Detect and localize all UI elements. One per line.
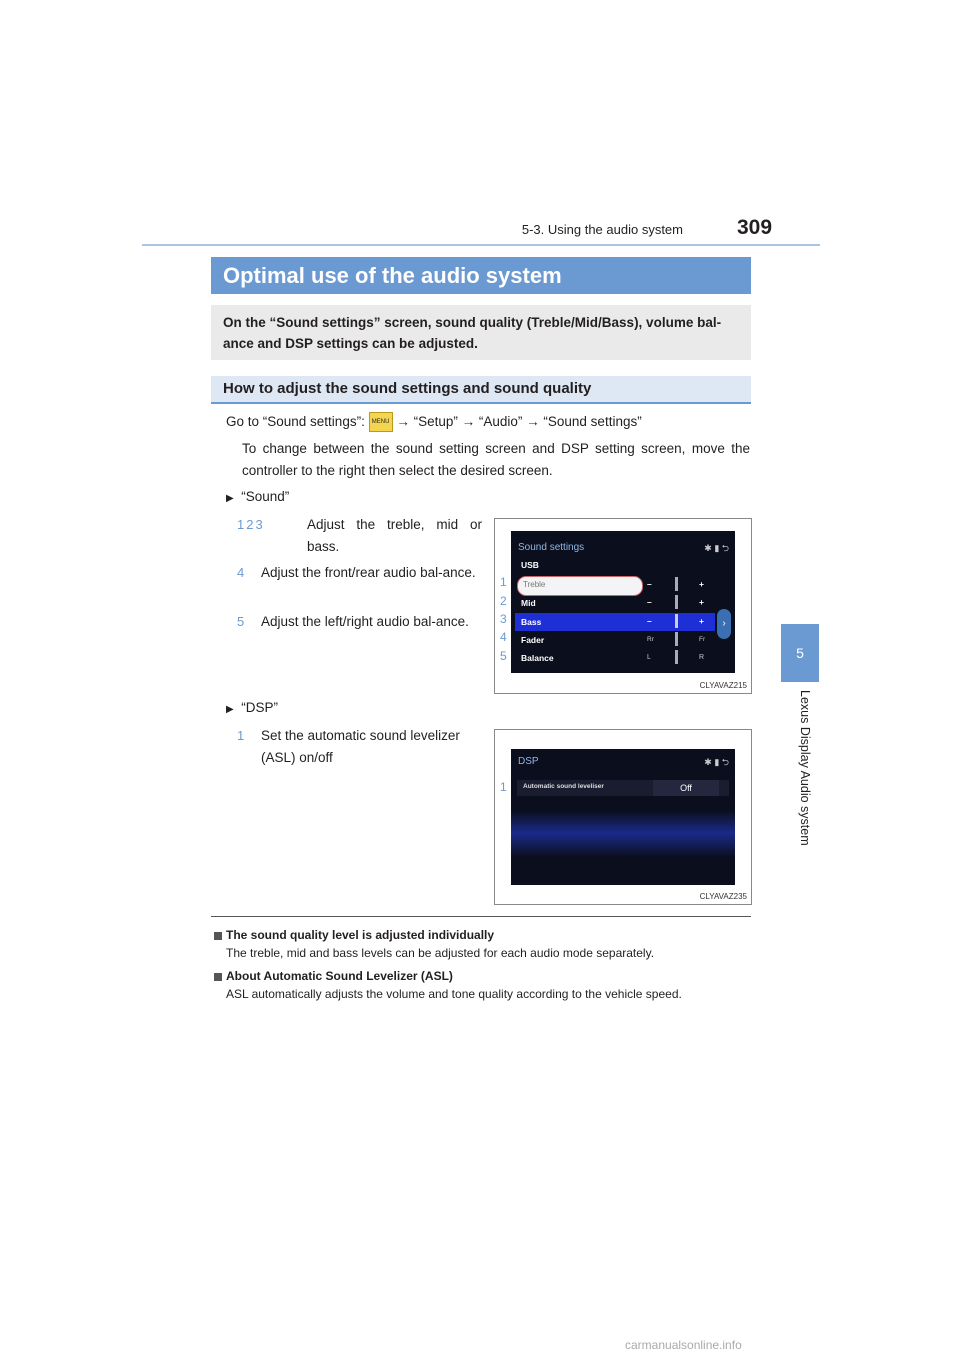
callout-2: 2 [500,594,507,608]
triangle-bullet-icon: ▶ [226,704,234,715]
sound-heading [226,486,289,510]
screen-source: USB [521,560,539,570]
callout-3: 3 [500,612,507,626]
callout-1: 1 [500,575,507,589]
sound-item-1 [237,514,482,558]
asl-value-toggle[interactable]: Off [653,780,719,796]
callout-5: 5 [500,649,507,663]
square-bullet-icon [214,973,222,981]
sound-item-text: Adjust the left/right audio bal-ance. [261,614,469,629]
row-fader-label[interactable]: Fader [521,635,545,645]
note-title: About Automatic Sound Levelizer (ASL) [226,969,453,983]
row-bass-label[interactable]: Bass [521,617,542,627]
mid-slider[interactable] [675,595,678,609]
treble-minus[interactable]: – [647,579,652,589]
bass-minus[interactable]: – [647,616,652,626]
figure-code: CLYAVAZ215 [699,681,747,690]
status-icons: ✱ ▮ ⮌ [704,543,729,553]
sound-heading-text: “Sound” [241,489,290,504]
callout-numbers: 123 [237,517,265,532]
treble-plus[interactable]: + [699,579,704,589]
fader-front[interactable]: Fr [699,636,706,643]
figure-code: CLYAVAZ235 [699,892,747,901]
note-text: The treble, mid and bass levels can be adjusted for each audio mode separately. [226,946,655,960]
instruction-line [226,411,756,433]
treble-slider[interactable] [675,577,678,591]
dsp-heading [226,697,278,721]
mid-minus[interactable]: – [647,597,652,607]
watermark: carmanualsonline.info [625,1338,742,1352]
chapter-tab: 5 [781,624,819,682]
mid-plus[interactable]: + [699,597,704,607]
chapter-side-label-text: Lexus Display Audio system [798,690,812,846]
screen-title: DSP [518,756,539,767]
sound-item-2 [237,562,482,584]
balance-right[interactable]: R [699,654,705,661]
balance-left[interactable]: L [647,654,651,661]
bass-plus[interactable]: + [699,616,704,626]
dsp-heading-text: “DSP” [241,700,278,715]
dsp-screen [511,749,735,885]
row-mid-label[interactable]: Mid [521,598,536,608]
dsp-item-1 [237,725,482,769]
callout-4: 4 [500,630,507,644]
callout-numbers: 1 [237,728,245,743]
dsp-item-text: Set the automatic sound levelizer (ASL) on/off [261,728,460,765]
header-rule [142,244,820,246]
intro-box: On the “Sound settings” screen, sound quality (Treble/Mid/Bass), volume bal-ance and DSP settings can be adjusted. [211,305,751,360]
note-1 [214,928,754,960]
sound-screen [511,531,735,673]
note-title: The sound quality level is adjusted individually [226,928,495,942]
sound-item-text: Adjust the front/rear audio bal-ance. [261,565,476,580]
square-bullet-icon [214,932,222,940]
callout-1: 1 [500,780,507,794]
dsp-screen-figure [494,729,752,905]
row-balance-label[interactable]: Balance [521,653,554,663]
notes-separator [211,916,751,917]
page-title: Optimal use of the audio system [211,257,751,294]
note-text: ASL automatically adjusts the volume and tone quality according to the vehicle speed. [226,987,682,1001]
menu-button-icon [369,412,393,432]
instruction-note: To change between the sound setting screen and DSP setting screen, move the controller to the right then select the desired screen. [242,441,750,478]
callout-numbers: 5 [237,614,245,629]
triangle-bullet-icon: ▶ [226,493,234,504]
status-icons: ✱ ▮ ⮌ [704,757,729,767]
menu-icon-label: MENU [371,419,390,426]
callout-numbers: 4 [237,565,245,580]
fader-slider[interactable] [675,632,678,646]
bass-slider[interactable] [675,614,678,628]
sound-item-3 [237,611,482,633]
instruction-prefix: Go to “Sound settings”: [226,414,365,429]
balance-slider[interactable] [675,650,678,664]
page-number: 309 [737,216,773,239]
fader-rear[interactable]: Rr [647,636,654,643]
subheading: How to adjust the sound settings and sound quality [211,376,751,404]
screen-title: Sound settings [518,542,585,553]
section-header: 5-3. Using the audio system [521,222,683,237]
chapter-side-label [795,690,815,880]
asl-row-label: Automatic sound leveliser [523,783,604,790]
row-treble-label[interactable]: Treble [523,580,546,589]
note-2 [214,969,754,1001]
sound-item-text: Adjust the treble, mid or bass. [307,517,482,554]
right-arrow-icon[interactable]: › [717,609,731,639]
instruction-steps: → “Setup” → “Audio” → “Sound settings” [396,414,642,429]
sound-screen-figure [494,518,752,694]
bass-row-highlight [515,613,715,631]
